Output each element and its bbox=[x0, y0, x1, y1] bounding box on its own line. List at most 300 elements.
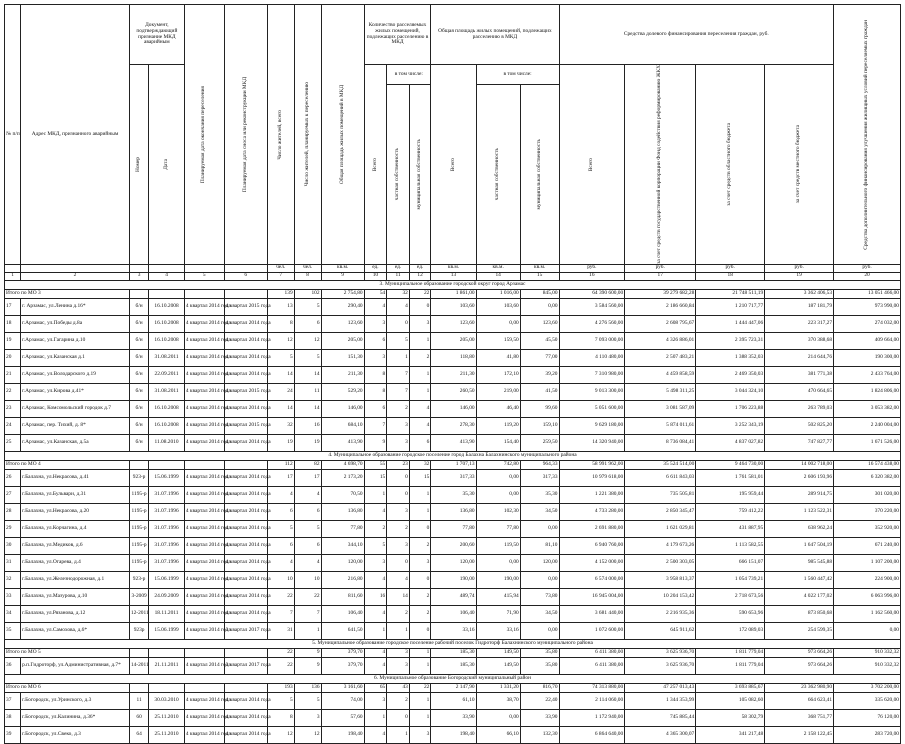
table-cell: 4 квартал 2014 года bbox=[184, 571, 224, 588]
table-cell: 4 квартал 2014 года bbox=[184, 383, 224, 400]
table-cell: 1 107 200,00 bbox=[834, 554, 901, 571]
summary-cell: 3 625 936,70 bbox=[625, 648, 696, 657]
table-cell: 283 720,00 bbox=[834, 726, 901, 743]
table-cell: 120,00 bbox=[321, 554, 364, 571]
table-cell: 4 179 673,26 bbox=[625, 537, 696, 554]
header-planned-end bbox=[184, 5, 224, 265]
table-cell: 4 квартал 2014 года bbox=[184, 726, 224, 743]
table-cell: 211,30 bbox=[321, 366, 364, 383]
header-row-1 bbox=[5, 5, 901, 65]
table-row bbox=[5, 349, 901, 366]
header-area-group: Общая площадь жилых помещений, подлежащих расселению в МКД bbox=[431, 5, 559, 65]
table-cell: 4 квартал 2014 года bbox=[184, 366, 224, 383]
table-cell: 923-р bbox=[129, 469, 148, 486]
table-cell: 4 365 300,07 bbox=[625, 726, 696, 743]
summary-cell: 2 147,90 bbox=[431, 683, 476, 692]
table-cell: 2 bbox=[409, 605, 431, 622]
table-cell: 0 bbox=[409, 571, 431, 588]
row-number: 19 bbox=[5, 332, 21, 349]
table-cell: 4 bbox=[387, 298, 410, 315]
table-cell: 16.10.2008 bbox=[149, 400, 185, 417]
resettlement-table bbox=[4, 4, 901, 744]
summary-cell: 6 411 380,00 bbox=[559, 648, 625, 657]
header-fund-extra bbox=[834, 5, 901, 265]
table-cell: 12 bbox=[294, 332, 321, 349]
table-row bbox=[5, 692, 901, 709]
table-cell: 811,60 bbox=[321, 588, 364, 605]
table-cell: 278,30 bbox=[431, 417, 476, 434]
table-cell: 7 bbox=[267, 605, 294, 622]
table-cell: 61,10 bbox=[431, 692, 476, 709]
table-cell: 5 bbox=[294, 692, 321, 709]
column-number-cell: 12 bbox=[409, 272, 431, 280]
table-cell: 4 квартал 2014 года bbox=[224, 400, 267, 417]
header-num: № п/п bbox=[5, 5, 21, 265]
table-cell: 223 317,27 bbox=[765, 315, 834, 332]
table-cell: 15 bbox=[409, 469, 431, 486]
summary-cell bbox=[184, 460, 224, 469]
table-cell: 8 bbox=[267, 709, 294, 726]
table-cell: 24 bbox=[267, 383, 294, 400]
table-cell: 873 850,68 bbox=[765, 605, 834, 622]
table-cell: 5 bbox=[387, 332, 410, 349]
table-cell: 409 664,00 bbox=[834, 332, 901, 349]
table-cell: 3-2009 bbox=[129, 588, 148, 605]
table-cell: 6 864 640,00 bbox=[559, 726, 625, 743]
table-cell: 16.10.2008 bbox=[149, 315, 185, 332]
table-cell: 6 bbox=[364, 400, 387, 417]
table-cell: 31.07.1996 bbox=[149, 520, 185, 537]
table-cell: 19 bbox=[294, 434, 321, 451]
table-cell: 11 bbox=[129, 692, 148, 709]
row-address: г.Балахна, ул.Самохова, д.6* bbox=[21, 622, 130, 639]
table-cell: 2 186 660,84 bbox=[625, 298, 696, 315]
table-cell: 645 911,62 bbox=[625, 622, 696, 639]
table-cell: 4 квартал 2014 года bbox=[184, 417, 224, 434]
column-number-cell: 2 bbox=[21, 272, 130, 280]
summary-cell bbox=[184, 683, 224, 692]
row-address: г.Богородск, ул.Калинина, д.36* bbox=[21, 709, 130, 726]
table-cell: 4 квартал 2014 года bbox=[224, 503, 267, 520]
table-cell: 1 bbox=[387, 349, 410, 366]
table-cell: 1 bbox=[409, 657, 431, 674]
table-row bbox=[5, 605, 901, 622]
table-cell: 154,40 bbox=[476, 434, 520, 451]
table-cell: 58 302,79 bbox=[696, 709, 765, 726]
table-cell: 1 811 779,04 bbox=[696, 657, 765, 674]
table-row bbox=[5, 332, 901, 349]
table-cell: 2 507 483,21 bbox=[625, 349, 696, 366]
table-cell: 123,60 bbox=[520, 315, 559, 332]
summary-cell: 1 bbox=[409, 648, 431, 657]
table-cell: 3 bbox=[387, 537, 410, 554]
summary-cell: 112 bbox=[267, 460, 294, 469]
table-cell: 6 bbox=[267, 503, 294, 520]
table-cell: 4 квартал 2014 года bbox=[184, 298, 224, 315]
row-address: г.Балахна, ул.Медиков, д.6 bbox=[21, 537, 130, 554]
unit-cell bbox=[149, 264, 185, 272]
table-row bbox=[5, 588, 901, 605]
header-total-area-label: Общая площадь жилых помещений в МКД bbox=[338, 84, 345, 184]
table-cell: б/н bbox=[129, 349, 148, 366]
table-cell: 2 bbox=[387, 520, 410, 537]
unit-cell bbox=[224, 264, 267, 272]
column-number-cell: 14 bbox=[476, 272, 520, 280]
table-cell: 31 bbox=[267, 622, 294, 639]
table-cell: 3 bbox=[364, 692, 387, 709]
table-cell: 4 квартал 2015 года bbox=[224, 383, 267, 400]
row-address: г.Арзамас, ул.Победы д.8а bbox=[21, 315, 130, 332]
table-cell: 0 bbox=[387, 486, 410, 503]
table-cell: 4 bbox=[294, 554, 321, 571]
table-cell: 73,80 bbox=[520, 588, 559, 605]
table-cell: 22.09.2011 bbox=[149, 366, 185, 383]
summary-cell: 379,70 bbox=[321, 648, 364, 657]
table-cell: 16.10.2008 bbox=[149, 298, 185, 315]
table-cell: 0,00 bbox=[476, 486, 520, 503]
table-cell: 2 bbox=[387, 605, 410, 622]
unit-cell: ед. bbox=[364, 264, 387, 272]
table-cell: 11.08.2010 bbox=[149, 434, 185, 451]
table-cell: 4 квартал 2014 года bbox=[184, 605, 224, 622]
table-cell: 2 216 935,36 bbox=[625, 605, 696, 622]
table-cell: 2 718 673,56 bbox=[696, 588, 765, 605]
table-cell: 0 bbox=[387, 554, 410, 571]
table-cell: 2 433 764,00 bbox=[834, 366, 901, 383]
table-cell: 25.11.2010 bbox=[149, 709, 185, 726]
table-cell: 15.06.1999 bbox=[149, 571, 185, 588]
summary-cell: 9 bbox=[294, 648, 321, 657]
table-cell: 2 bbox=[409, 588, 431, 605]
table-cell: 344,10 bbox=[321, 537, 364, 554]
table-cell: 18.11.2011 bbox=[149, 605, 185, 622]
table-cell: 15.06.1999 bbox=[149, 469, 185, 486]
unit-cell: кв.м. bbox=[431, 264, 476, 272]
table-cell: 7 bbox=[364, 417, 387, 434]
table-cell: 1 344 353,99 bbox=[625, 692, 696, 709]
summary-cell: 22 bbox=[409, 683, 431, 692]
section-title-row bbox=[5, 280, 901, 289]
table-cell: 4 152 000,00 bbox=[559, 554, 625, 571]
table-cell: 4 квартал 2014 года bbox=[184, 503, 224, 520]
table-cell: 77,80 bbox=[431, 520, 476, 537]
summary-cell: 4 698,70 bbox=[321, 460, 364, 469]
summary-cell: 54 bbox=[364, 289, 387, 298]
table-cell: 76 120,00 bbox=[834, 709, 901, 726]
table-cell: 22 bbox=[267, 657, 294, 674]
table-cell: 2 bbox=[364, 520, 387, 537]
table-cell: 103,60 bbox=[431, 298, 476, 315]
table-cell: б/н bbox=[129, 332, 148, 349]
header-funds-group: Средства долевого финансирования переселения граждан, руб. bbox=[559, 5, 834, 65]
table-cell: 3 bbox=[364, 315, 387, 332]
table-row bbox=[5, 315, 901, 332]
summary-cell: 139 bbox=[267, 289, 294, 298]
summary-cell bbox=[129, 460, 148, 469]
table-cell: 146,00 bbox=[321, 400, 364, 417]
table-cell: 3 584 560,00 bbox=[559, 298, 625, 315]
row-number: 35 bbox=[5, 622, 21, 639]
table-cell: 0,00 bbox=[520, 520, 559, 537]
header-row-2 bbox=[5, 65, 901, 85]
table-cell: 2 691 880,00 bbox=[559, 520, 625, 537]
table-cell: 31.07.1996 bbox=[149, 486, 185, 503]
row-number: 25 bbox=[5, 434, 21, 451]
table-cell: 190 300,00 bbox=[834, 349, 901, 366]
table-cell: 2 bbox=[409, 537, 431, 554]
table-cell: 3 bbox=[409, 554, 431, 571]
header-count-private bbox=[387, 85, 410, 265]
unit-cell bbox=[21, 264, 130, 272]
summary-cell: 21 748 511,19 bbox=[696, 289, 765, 298]
row-address: г.Арзамас, ул.Кирова д.41* bbox=[21, 383, 130, 400]
table-cell: 2 850 345,47 bbox=[625, 503, 696, 520]
summary-cell bbox=[149, 683, 185, 692]
summary-cell: 32 bbox=[409, 460, 431, 469]
table-cell: 2 bbox=[409, 349, 431, 366]
table-cell: 4 квартал 2014 года bbox=[184, 486, 224, 503]
summary-cell: 1 861,00 bbox=[431, 289, 476, 298]
table-cell: 4 квартал 2014 года bbox=[184, 315, 224, 332]
table-cell: 1 bbox=[387, 622, 410, 639]
table-cell: 31.08.2011 bbox=[149, 383, 185, 400]
row-address: г.Арзамас, Комсомольский городок д.7 bbox=[21, 400, 130, 417]
table-cell: 19 bbox=[267, 434, 294, 451]
table-cell: 4 квартал 2014 года bbox=[184, 332, 224, 349]
table-cell: 1 bbox=[409, 332, 431, 349]
table-cell: 4 квартал 2014 года bbox=[184, 537, 224, 554]
table-cell: 985 545,88 bbox=[765, 554, 834, 571]
table-cell: 4 квартал 2014 года bbox=[184, 709, 224, 726]
header-count-group: Количество расселяемых жилых помещений, подлежащих расселению в МКД bbox=[364, 5, 431, 65]
table-cell: 4 bbox=[387, 571, 410, 588]
table-cell: 4 bbox=[409, 400, 431, 417]
table-cell: 4 276 560,00 bbox=[559, 315, 625, 332]
table-cell: 4 квартал 2014 года bbox=[184, 469, 224, 486]
unit-cell: ед. bbox=[387, 264, 410, 272]
table-cell: 219,00 bbox=[476, 383, 520, 400]
table-cell: 106,40 bbox=[321, 605, 364, 622]
table-row bbox=[5, 417, 901, 434]
table-cell: 1 bbox=[364, 486, 387, 503]
table-cell: 120,00 bbox=[431, 554, 476, 571]
table-cell: 4 квартал 2014 года bbox=[184, 622, 224, 639]
table-cell: 431 887,95 bbox=[696, 520, 765, 537]
table-cell: 11 bbox=[294, 383, 321, 400]
table-cell: 4 квартал 2014 года bbox=[224, 571, 267, 588]
table-cell: 4 bbox=[294, 486, 321, 503]
table-cell: 2 bbox=[387, 692, 410, 709]
table-cell: 0 bbox=[387, 709, 410, 726]
table-cell: 3 252 343,19 bbox=[696, 417, 765, 434]
row-address: г.Балахна, ул.Огарева, д.4 bbox=[21, 554, 130, 571]
header-area-municipal-label: муниципальная собственность bbox=[535, 139, 542, 210]
table-cell: 289 914,75 bbox=[765, 486, 834, 503]
table-cell: 31.07.1996 bbox=[149, 503, 185, 520]
summary-cell: 64 390 600,00 bbox=[559, 289, 625, 298]
table-cell: 3 bbox=[364, 349, 387, 366]
table-cell: 1 bbox=[409, 709, 431, 726]
row-number: 31 bbox=[5, 554, 21, 571]
table-cell: 1 bbox=[409, 486, 431, 503]
row-number: 28 bbox=[5, 503, 21, 520]
header-residents-planned-label: Число жителей, планируемых к переселению bbox=[303, 82, 310, 187]
table-cell: 106,40 bbox=[431, 605, 476, 622]
table-cell: 17 bbox=[267, 469, 294, 486]
table-cell: 6 574 000,00 bbox=[559, 571, 625, 588]
table-cell: 9 bbox=[364, 434, 387, 451]
table-cell: 1 072 600,00 bbox=[559, 622, 625, 639]
table-cell: 4 квартал 2014 года bbox=[224, 366, 267, 383]
unit-cell bbox=[129, 264, 148, 272]
header-fund-local bbox=[765, 65, 834, 265]
table-cell: 14 bbox=[267, 400, 294, 417]
table-cell: 1 bbox=[409, 692, 431, 709]
table-cell: 172 089,03 bbox=[696, 622, 765, 639]
row-number: 26 bbox=[5, 469, 21, 486]
summary-cell bbox=[184, 648, 224, 657]
header-residents bbox=[267, 5, 294, 265]
table-cell: 1 388 352,03 bbox=[696, 349, 765, 366]
table-cell: 3 053 382,00 bbox=[834, 400, 901, 417]
table-cell: 290,40 bbox=[321, 298, 364, 315]
table-cell: 4 квартал 2014 года bbox=[224, 692, 267, 709]
table-row bbox=[5, 469, 901, 486]
header-planned-demolition-label: Планируемая дата сноса или реконструкции МКД bbox=[241, 76, 248, 192]
table-cell: 5 bbox=[267, 349, 294, 366]
column-number-cell: 1 bbox=[5, 272, 21, 280]
summary-cell: 2 754,80 bbox=[321, 289, 364, 298]
table-cell: 4 733 280,00 bbox=[559, 503, 625, 520]
table-cell: 5 874 011,61 bbox=[625, 417, 696, 434]
table-cell: 71,90 bbox=[476, 605, 520, 622]
row-address: г. Арзамас, ул.Ленина д.16* bbox=[21, 298, 130, 315]
table-cell: 9 013 300,00 bbox=[559, 383, 625, 400]
table-cell: 1195-р bbox=[129, 486, 148, 503]
table-cell: 185,30 bbox=[431, 657, 476, 674]
table-cell: 159,10 bbox=[520, 417, 559, 434]
units-row bbox=[5, 264, 901, 272]
table-cell: 4 квартал 2014 года bbox=[224, 726, 267, 743]
summary-cell: 16 574 438,00 bbox=[834, 460, 901, 469]
table-cell: 4 квартал 2014 года bbox=[184, 657, 224, 674]
header-doc-number bbox=[129, 65, 148, 265]
table-row bbox=[5, 503, 901, 520]
table-cell: 14-2011 bbox=[129, 657, 148, 674]
row-number: 22 bbox=[5, 383, 21, 400]
table-cell: 745 885,44 bbox=[625, 709, 696, 726]
table-row bbox=[5, 366, 901, 383]
table-cell: 35,30 bbox=[431, 486, 476, 503]
table-cell: 4 bbox=[364, 503, 387, 520]
header-area-municipal bbox=[520, 85, 559, 265]
table-cell: 4 квартал 2015 года bbox=[224, 417, 267, 434]
table-cell: 641,50 bbox=[321, 622, 364, 639]
table-cell: 214 644,76 bbox=[765, 349, 834, 366]
table-cell: 7 310 980,00 bbox=[559, 366, 625, 383]
table-cell: 1 bbox=[294, 622, 321, 639]
table-cell: 5 bbox=[267, 520, 294, 537]
row-number: 37 bbox=[5, 692, 21, 709]
table-cell: 381 771,38 bbox=[765, 366, 834, 383]
section-title-row bbox=[5, 639, 901, 648]
header-fund-region bbox=[696, 65, 765, 265]
summary-row bbox=[5, 460, 901, 469]
summary-cell bbox=[224, 648, 267, 657]
table-cell: 22,40 bbox=[520, 692, 559, 709]
table-cell: 4 022 177,02 bbox=[765, 588, 834, 605]
table-cell: 759 412,22 bbox=[696, 503, 765, 520]
table-cell: 4 326 886,01 bbox=[625, 332, 696, 349]
summary-cell: 43 bbox=[387, 683, 410, 692]
table-cell: б/н bbox=[129, 417, 148, 434]
table-cell: 489,74 bbox=[431, 588, 476, 605]
table-cell: 57,60 bbox=[321, 709, 364, 726]
table-cell: 973 990,00 bbox=[834, 298, 901, 315]
table-cell: 16 bbox=[364, 588, 387, 605]
row-address: г.Балахна, ул.Мазурова, д.10 bbox=[21, 588, 130, 605]
table-cell: 6 bbox=[364, 332, 387, 349]
summary-cell: 74 313 880,00 bbox=[559, 683, 625, 692]
column-number-cell: 5 bbox=[184, 272, 224, 280]
table-cell: 14 bbox=[294, 366, 321, 383]
unit-cell: руб. bbox=[696, 264, 765, 272]
table-row bbox=[5, 486, 901, 503]
table-cell: 22 bbox=[294, 588, 321, 605]
table-cell: 2 bbox=[387, 400, 410, 417]
row-number: 38 bbox=[5, 709, 21, 726]
table-cell: 1 123 522,31 bbox=[765, 503, 834, 520]
table-cell: 0 bbox=[409, 622, 431, 639]
row-address: г.Арзамас, ул.Казанская, д.5а bbox=[21, 434, 130, 451]
header-count-municipal-label: муниципальная собственность bbox=[416, 139, 423, 210]
table-cell: 470 664,65 bbox=[765, 383, 834, 400]
summary-cell: 3 362 406,53 bbox=[765, 289, 834, 298]
column-number-cell: 18 bbox=[696, 272, 765, 280]
table-cell: 379,70 bbox=[321, 657, 364, 674]
table-cell: 4 837 027,82 bbox=[696, 434, 765, 451]
table-cell: 2 240 004,00 bbox=[834, 417, 901, 434]
table-cell: 317,33 bbox=[431, 469, 476, 486]
table-cell: 12 bbox=[294, 726, 321, 743]
summary-cell bbox=[149, 289, 185, 298]
table-cell: 1 761 581,01 bbox=[696, 469, 765, 486]
table-cell: 1 bbox=[364, 709, 387, 726]
header-residents-planned bbox=[294, 5, 321, 265]
table-cell: 4 459 858,59 bbox=[625, 366, 696, 383]
summary-cell bbox=[224, 683, 267, 692]
header-planned-end-label: Планируемая дата окончания переселения bbox=[200, 85, 207, 183]
table-cell: 3 bbox=[387, 417, 410, 434]
table-cell: 1 824 806,00 bbox=[834, 383, 901, 400]
table-cell: 4 квартал 2014 года bbox=[224, 537, 267, 554]
summary-cell: 136 bbox=[294, 683, 321, 692]
header-fund-local-label: за счет средств местного бюджета bbox=[795, 125, 802, 204]
summary-label: Итого по МО 4 bbox=[5, 460, 130, 469]
unit-cell: руб. bbox=[625, 264, 696, 272]
table-cell: 1 221 380,00 bbox=[559, 486, 625, 503]
table-cell: 529,20 bbox=[321, 383, 364, 400]
column-number-cell: 4 bbox=[149, 272, 185, 280]
summary-row bbox=[5, 648, 901, 657]
table-cell: 260,50 bbox=[431, 383, 476, 400]
table-cell: 70,50 bbox=[321, 486, 364, 503]
unit-cell bbox=[184, 264, 224, 272]
table-cell: 4 квартал 2014 года bbox=[184, 349, 224, 366]
table-cell: 31.07.1996 bbox=[149, 554, 185, 571]
table-cell: 1 172 940,00 bbox=[559, 709, 625, 726]
table-cell: 3 bbox=[387, 434, 410, 451]
